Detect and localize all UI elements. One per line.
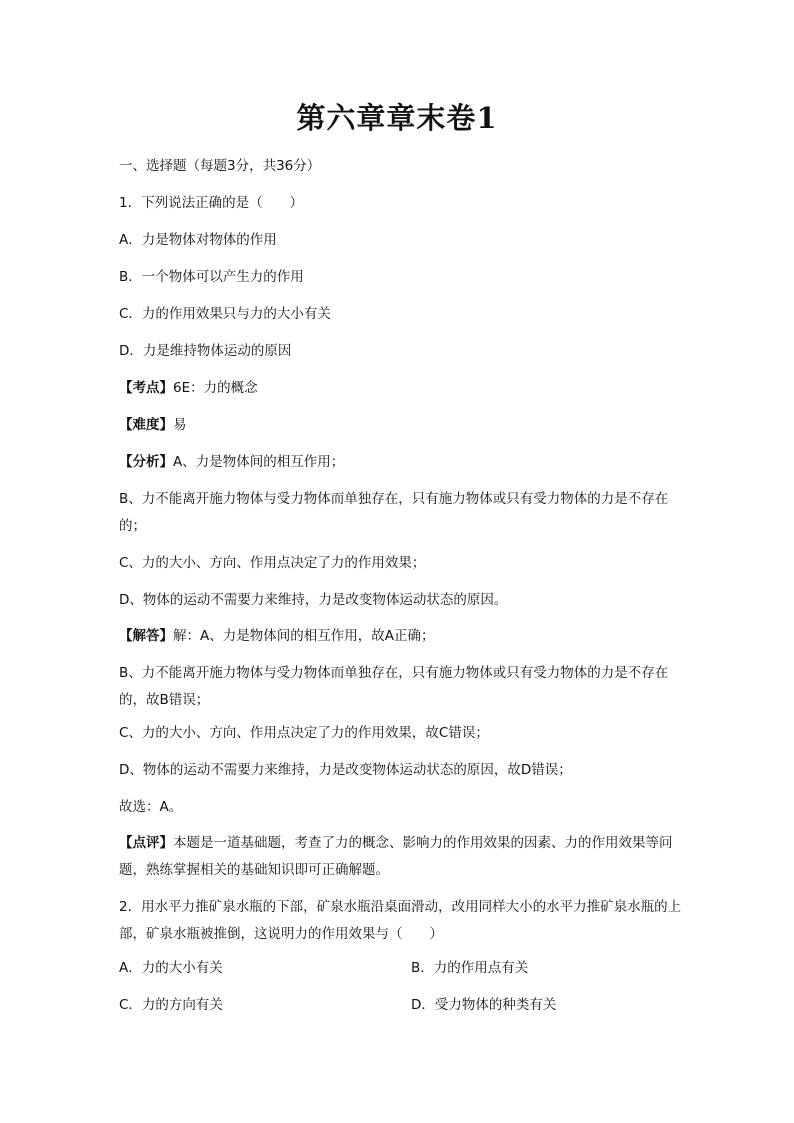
dianping-label: 【点评】 bbox=[119, 835, 173, 851]
question-2-option-c: C．力的方向有关 bbox=[119, 997, 223, 1013]
jieda-line-2: B、力不能离开施力物体与受力物体而单独存在，只有施力物体或只有受力物体的力是不存在的，故B错误； bbox=[119, 665, 669, 708]
jieda-row bbox=[119, 626, 689, 646]
nandu-label: 【难度】 bbox=[119, 417, 173, 433]
fenxi-line-1: A、力是物体间的相互作用； bbox=[173, 454, 345, 470]
kaodian-row bbox=[119, 378, 689, 398]
question-1-option-a: A．力是物体对物体的作用 bbox=[119, 232, 277, 248]
question-1-option-d: D．力是维持物体运动的原因 bbox=[119, 343, 292, 359]
fenxi-row bbox=[119, 452, 689, 472]
question-2-option-b: B．力的作用点有关 bbox=[411, 960, 529, 976]
question-2-stem: 2．用水平力推矿泉水瓶的下部，矿泉水瓶沿桌面滑动，改用同样大小的水平力推矿泉水瓶的上部，矿泉水瓶被推倒，这说明力的作用效果与（ ） bbox=[119, 899, 682, 942]
nandu-row bbox=[119, 415, 689, 435]
jieda-line-5: 故选：A。 bbox=[119, 799, 183, 815]
question-1-option-c: C．力的作用效果只与力的大小有关 bbox=[119, 306, 331, 322]
jieda-label: 【解答】 bbox=[119, 628, 173, 644]
question-1-stem: 1．下列说法正确的是（ ） bbox=[119, 195, 304, 211]
kaodian-text: 6E：力的概念 bbox=[173, 380, 258, 396]
question-1-option-b: B．一个物体可以产生力的作用 bbox=[119, 269, 304, 285]
dianping-text: 本题是一道基础题，考查了力的概念、影响力的作用效果的因素、力的作用效果等问题，熟练掌握相关的基础知识即可正确解题。 bbox=[119, 835, 673, 878]
kaodian-label: 【考点】 bbox=[119, 380, 173, 396]
jieda-line-4: D、物体的运动不需要力来维持，力是改变物体运动状态的原因，故D错误； bbox=[119, 762, 572, 778]
jieda-line-1: 解：A、力是物体间的相互作用，故A正确； bbox=[173, 628, 435, 644]
fenxi-label: 【分析】 bbox=[119, 454, 173, 470]
question-2-option-d: D．受力物体的种类有关 bbox=[411, 997, 557, 1013]
fenxi-line-4: D、物体的运动不需要力来维持，力是改变物体运动状态的原因。 bbox=[119, 592, 508, 608]
section-heading: 一、选择题（每题3分，共36分） bbox=[119, 158, 321, 174]
fenxi-line-3: C、力的大小、方向、作用点决定了力的作用效果； bbox=[119, 555, 426, 571]
jieda-line-3: C、力的大小、方向、作用点决定了力的作用效果，故C错误； bbox=[119, 725, 489, 741]
nandu-text: 易 bbox=[173, 417, 187, 433]
page-title: 第六章章末卷1 bbox=[296, 101, 498, 135]
question-2-option-a: A．力的大小有关 bbox=[119, 960, 223, 976]
fenxi-line-2: B、力不能离开施力物体与受力物体而单独存在，只有施力物体或只有受力物体的力是不存在的； bbox=[119, 491, 669, 534]
dianping-row bbox=[119, 830, 689, 884]
